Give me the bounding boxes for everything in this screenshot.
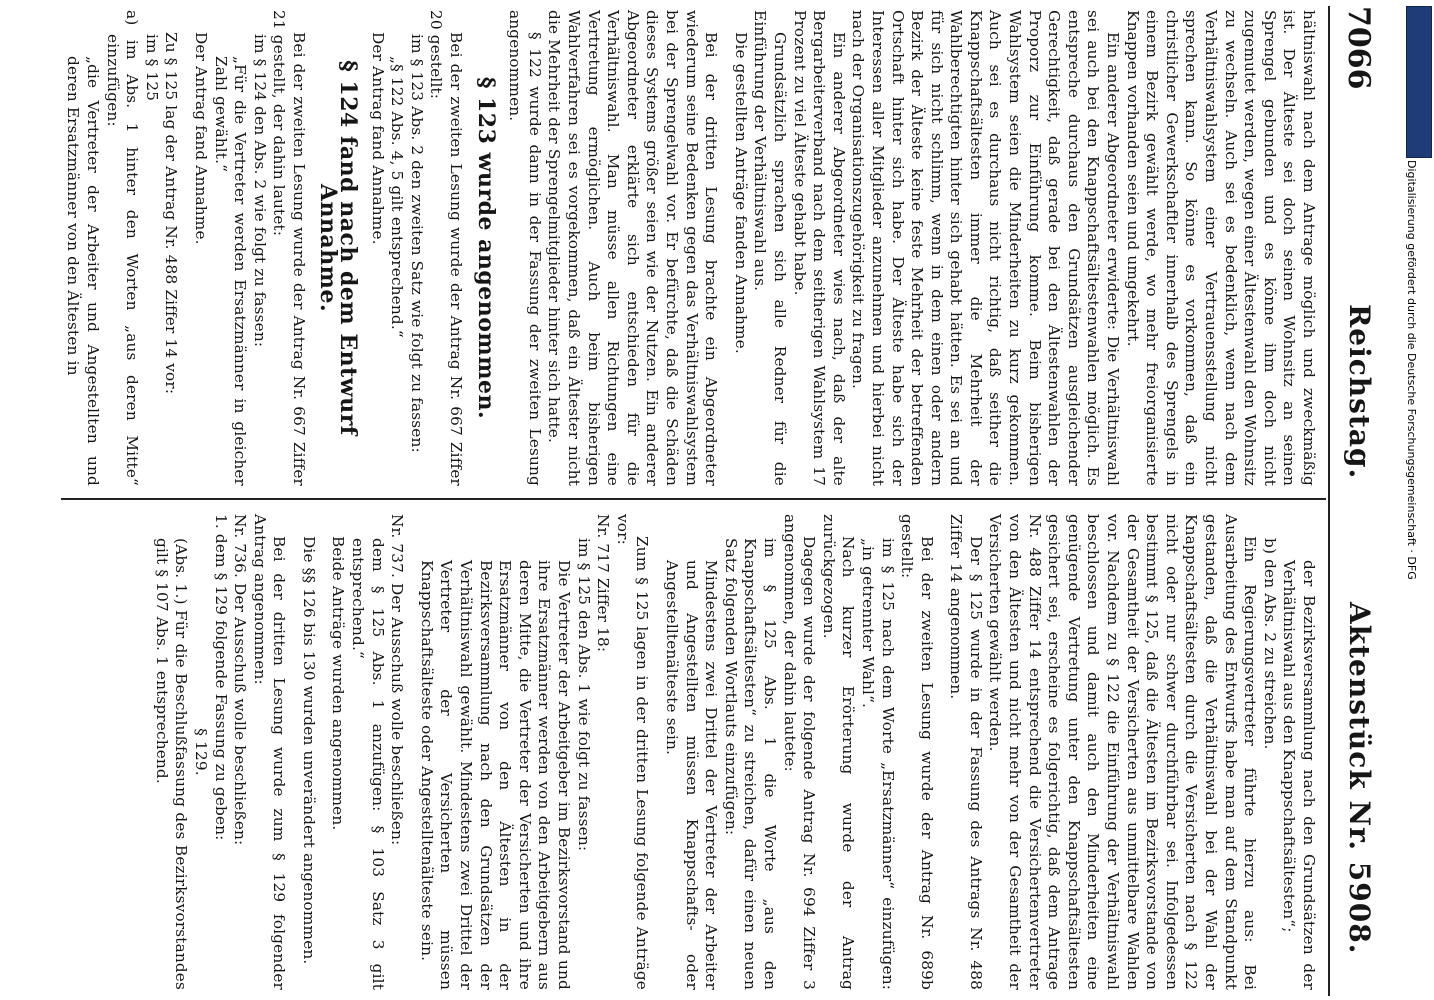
paragraph: hältniswahl nach dem Antrage möglich und zweckmäßig ist. Der Älteste sei doch seinen Wohnsitz an seinen Sprengel gebunden und es könne ihm doch nicht zugemutet werden, wegen einer Ältestenwahl den Wohnsitz zu wechseln. Auch sei es bedenklich, wenn nach dem Verhältniswahlsystem einer Vertrauensstellung nicht sprechen kann. So könne es vorkommen, daß ein christlicher Gewerkschaftler innerhalb des Sprengels in einem Bezirk gewählt werde, wo mehr freiorganisierte Knappen vorhanden seien und umgekehrt. <box>1123 10 1318 486</box>
dfg-logo <box>1406 6 1432 158</box>
paragraph: Die §§ 126 bis 130 wurden unverändert angenommen. <box>299 536 318 965</box>
paragraph: Ein Regierungsvertreter führte hierzu aus: Bei Ausarbeitung des Entwurfs habe man auf dem Standpunkt gestanden, daß die Verhältniswahl bei der Wahl der Knappschaftsältesten durch die Versicherten nach § 122 nicht oder nur schwer durchführbar sei. Infolgedessen bestimmt § 125, daß die Ältesten im Bezirksvorstande von der Gesamtheit der Versicherten aus unmittelbare Wahlen vor. Nachdem zu § 122 die Einführung der Verhältniswahl beschlossen und damit auch den Minderheiten eine genügende Vertretung unter den Knappschaftsältesten gesichert sei, erscheine es folgerichtig, daß dem Antrage Nr. 488 Ziffer 14 entsprechend die Versichertenvertreter von den Ältesten und nicht mehr von der Gesamtheit der Versicherten gewählt werden. <box>986 514 1260 990</box>
paragraph: der Bezirksversammlung nach den Grundsätzen der Verhältniswahl aus den Knappschaftsältesten“; <box>1280 560 1318 990</box>
digitization-note: Digitalisierung gefördert durch die Deutsche Forschungsgemeinschaft · DFG <box>1405 160 1418 580</box>
paragraph: im § 125 <box>142 34 161 102</box>
paragraph: Der § 125 wurde in der Fassung des Antrags Nr. 488 Ziffer 14 angenommen. <box>947 514 985 990</box>
paragraph: Mindestens zwei Drittel der Vertreter der Arbeiter und Angestellten müssen Knappschafts- oder Angestelltenälteste sein. <box>663 560 721 990</box>
paragraph: Dagegen wurde der folgende Antrag Nr. 694 Ziffer 3 angenommen, der dahin lautete: <box>780 514 819 990</box>
header-rule <box>1328 6 1330 996</box>
paragraph: Bei der dritten Lesung wurde zum § 129 folgender Antrag angenommen: <box>250 514 289 990</box>
paragraph: Bei der zweiten Lesung wurde der Antrag Nr. 667 Ziffer 21 gestellt, der dahin lautet: <box>270 10 308 486</box>
right-column <box>151 514 1318 990</box>
page-header <box>1334 6 1392 996</box>
paragraph: „Für die Vertreter werden Ersatzmänner in gleicher Zahl gewählt.“ <box>211 56 250 486</box>
paragraph: dem § 125 Abs. 1 anzufügen: § 103 Satz 3 gilt entsprechend.“ <box>349 538 387 990</box>
paragraph: (Abs. 1.) Für die Beschlußfassung des Bezirksvorstandes gilt § 107 Abs. 1 entsprechend. <box>152 538 191 990</box>
rotated-document <box>52 6 1392 996</box>
paragraph: „die Vertreter der Arbeiter und Angestellten und deren Ersatzmänner von den Ältesten in <box>64 56 102 486</box>
paragraph: Nach kurzer Erörterung wurde der Antrag zurückgezogen. <box>819 514 858 990</box>
paragraph: Beide Anträge wurden angenommen. <box>329 536 348 831</box>
paragraph: im § 125 den Abs. 1 wie folgt zu fassen: <box>574 538 593 852</box>
paragraph: § 122 wurde dann in der Fassung der zweiten Lesung angenommen. <box>506 10 544 486</box>
column-divider <box>61 498 1326 500</box>
paragraph: b) den Abs. 2 zu streichen. <box>1260 538 1279 750</box>
section-heading: § 124 fand nach dem Entwurf Annahme. <box>315 60 362 436</box>
left-column <box>63 10 1318 486</box>
paragraph: Nr. 736. Der Ausschuß wolle beschließen: <box>231 514 250 846</box>
paragraph: Bei der dritten Lesung brachte ein Abgeordneter wiederum seine Bedenken gegen das Verhältniswahlsystem bei der Sprengelwahl vor. Er befürchte, daß die Schäden dieses Systems größer seien wie der Nutzen. Ein anderer Abgeordneter erklärte sich entschieden für die Verhältniswahl. Man müsse allen Richtungen eine Vertretung ermöglichen. Auch beim bisherigen Wahlverfahren sei es vorgekommen, daß ein Ältester nicht die Mehrheit der Sprengelmitglieder hinter sich hatte. <box>545 10 721 486</box>
paragraph: im § 125 nach dem Worte „Ersatzmänner“ einzufügen: „in getrennter Wahl“. <box>858 538 897 990</box>
paragraph: „§ 122 Abs. 4, 5 gilt entsprechend.“ <box>388 56 407 338</box>
paragraph: Ein anderer Abgeordneter wies nach, daß der alte Bergarbeiterverband nach dem seitherigen Wahlsystem 17 Prozent zu viel Älteste gehabt habe. <box>790 10 848 486</box>
paragraph: Nr. 737. Der Ausschuß wolle beschließen: <box>388 514 407 846</box>
header-left-title: Reichstag. <box>1343 304 1376 480</box>
paragraph: a) im Abs. 1 hinter den Worten „aus deren Mitte“ einzufügen: <box>103 10 142 486</box>
page-number: 7066 <box>1341 6 1376 90</box>
paragraph: § 129. <box>191 728 210 776</box>
paragraph: im § 125 Abs. 1 die Worte „aus den Knappschaftsältesten“ zu streichen, dafür einen neuen Satz folgenden Wortlauts einzufügen: <box>721 538 779 990</box>
paragraph: 1. dem § 129 folgende Fassung zu geben: <box>211 514 230 841</box>
paragraph: Bei der zweiten Lesung wurde der Antrag Nr. 667 Ziffer 20 gestellt: <box>427 10 466 486</box>
paragraph: Nr. 717 Ziffer 18: <box>594 514 613 653</box>
paragraph: im § 123 Abs. 2 den zweiten Satz wie folgt zu fassen: <box>407 34 426 453</box>
paragraph: Der Antrag fand Annahme. <box>368 32 387 245</box>
paragraph: Die gestellten Anträge fanden Annahme. <box>731 32 750 354</box>
header-right-title: Aktenstück Nr. 5908. <box>1343 602 1376 955</box>
section-heading: § 123 wurde angenommen. <box>472 76 499 420</box>
paragraph: Der Antrag fand Annahme. <box>191 32 210 245</box>
paragraph: Zum § 125 lagen in der dritten Lesung folgende Anträge vor: <box>613 514 652 990</box>
paragraph: Die Vertreter der Arbeitgeber im Bezirksvorstand und ihre Ersatzmänner werden von den Arbeitgebern aus deren Mitte, die Vertreter der Versicherten und ihre Ersatzmänner von den Ältesten in der Bezirksversammlung nach den Grundsätzen der Verhältniswahl gewählt. Mindestens zwei Drittel der Vertreter der Versicherten müssen Knappschaftsälteste oder Angestelltenälteste sein. <box>417 560 574 990</box>
paragraph: im § 124 den Abs. 2 wie folgt zu fassen: <box>250 34 269 348</box>
paragraph: Ein anderer Abgeordneter erwiderte: Die Verhältniswahl sei auch bei den Knappschaftsältestenwahlen möglich. Es entspreche durchaus den Grundsätzen ausgleichender Gerechtigkeit, daß gerade bei den Ältestenwahlen der Proporz zur Einführung komme. Beim bisherigen Wahlsystem seien die Minderheiten zu kurz gekommen. Auch sei es durchaus nicht richtig, daß seither die Knappschaftsältesten immer die Mehrheit der Wahlberechtigten hinter sich gehabt hätten. Es sei an und für sich nicht schlimm, wenn in dem einen oder andern Bezirk der Älteste keine feste Mehrheit der betreffenden Ortschaft hinter sich habe. Der Älteste habe sich der Interessen aller Mitglieder anzunehmen und hierbei nicht nach der Organisationszugehörigkeit zu fragen. <box>849 10 1123 486</box>
paragraph: Grundsätzlich sprachen sich alle Redner für die Einführung der Verhältniswahl aus. <box>751 10 789 486</box>
paragraph: Bei der zweiten Lesung wurde der Antrag Nr. 689b gestellt: <box>898 514 936 990</box>
paragraph: Zu § 125 lag der Antrag Nr. 488 Ziffer 14 vor: <box>162 32 181 395</box>
